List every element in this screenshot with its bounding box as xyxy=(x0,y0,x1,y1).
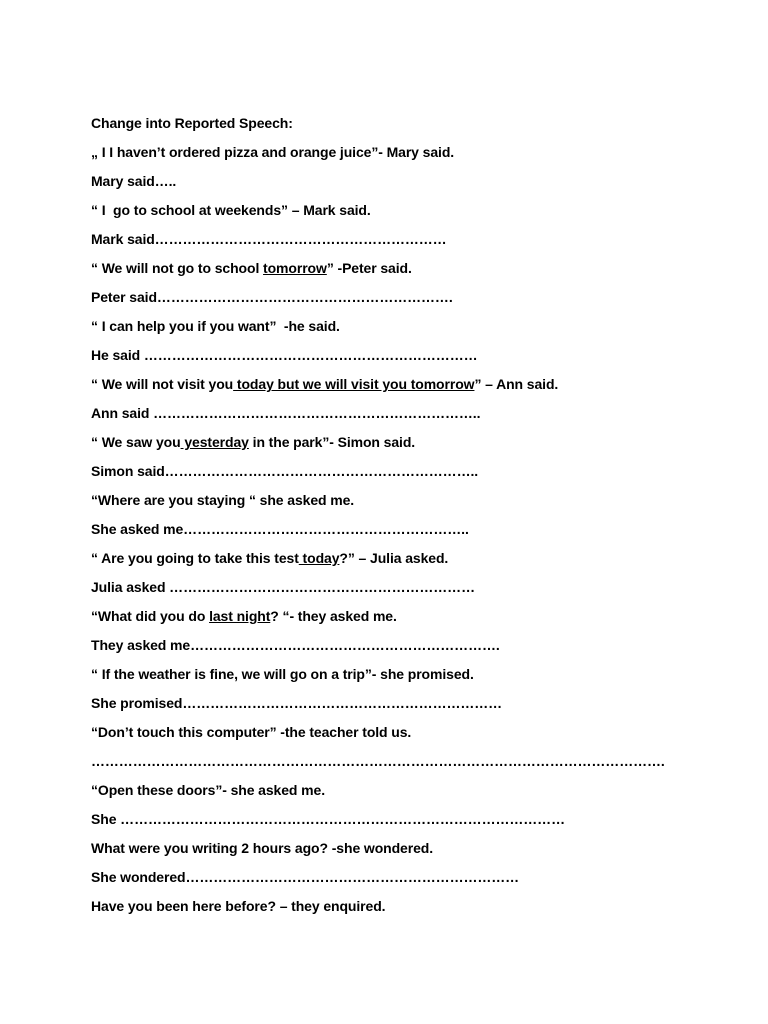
line-text: Mary said….. xyxy=(91,173,177,189)
exercise-line xyxy=(91,316,731,345)
line-text: Mark said……………………………………………………… xyxy=(91,231,447,247)
line-text: ” – Ann said. xyxy=(474,376,559,392)
exercise-line xyxy=(91,258,731,287)
line-text: ……………………………………………………………………………………………………………. xyxy=(91,753,665,769)
line-text: They asked me…………………………………………………………. xyxy=(91,637,500,653)
line-text: Have you been here before? – they enquired. xyxy=(91,898,386,914)
line-text: She …………………………………………………………………………………… xyxy=(91,811,565,827)
exercise-line xyxy=(91,200,731,229)
exercise-line xyxy=(91,577,731,606)
line-text: in the park”- Simon said. xyxy=(248,434,416,450)
exercise-line xyxy=(91,809,731,838)
line-text: “Don’t touch this computer” -the teacher told us. xyxy=(91,724,412,740)
line-text: What were you writing 2 hours ago? -she wondered. xyxy=(91,840,434,856)
document-page xyxy=(91,113,731,925)
exercise-line xyxy=(91,374,731,403)
line-text: ” -Peter said. xyxy=(326,260,412,276)
line-text: “Open these doors”- she asked me. xyxy=(91,782,325,798)
exercise-line xyxy=(91,751,731,780)
underlined-text: tomorrow xyxy=(263,260,327,276)
exercise-line xyxy=(91,229,731,258)
exercise-line xyxy=(91,403,731,432)
exercise-line xyxy=(91,606,731,635)
exercise-line xyxy=(91,635,731,664)
exercise-line xyxy=(91,548,731,577)
line-text: “ If the weather is fine, we will go on a trip”- she promised. xyxy=(91,666,474,682)
exercise-line xyxy=(91,722,731,751)
line-text: She asked me…………………………………………………….. xyxy=(91,521,469,537)
line-text: Ann said …………………………………………………………….. xyxy=(91,405,481,421)
line-text: “ Are you going to take this test xyxy=(91,550,299,566)
exercise-line xyxy=(91,896,731,925)
document-heading: Change into Reported Speech: xyxy=(91,115,293,131)
line-text: Peter said………………………………………………………. xyxy=(91,289,453,305)
line-text: She wondered……………………………………………………………… xyxy=(91,869,520,885)
line-text: He said ……………………………………………………………… xyxy=(91,347,478,363)
line-text: “What did you do xyxy=(91,608,210,624)
exercise-line xyxy=(91,693,731,722)
exercise-line xyxy=(91,345,731,374)
exercise-line xyxy=(91,867,731,896)
line-text: She promised…………………………………………………………… xyxy=(91,695,503,711)
exercise-line xyxy=(91,838,731,867)
exercise-line xyxy=(91,519,731,548)
exercise-line xyxy=(91,432,731,461)
underlined-text: last night xyxy=(209,608,271,624)
line-text: “ I go to school at weekends” – Mark said. xyxy=(91,202,371,218)
line-text: “ We will not go to school xyxy=(91,260,264,276)
line-text: ? “- they asked me. xyxy=(270,608,397,624)
line-text: “ We will not visit you xyxy=(91,376,234,392)
line-text: Julia asked ………………………………………………………… xyxy=(91,579,475,595)
line-text: “ We saw you xyxy=(91,434,181,450)
line-text: “Where are you staying “ she asked me. xyxy=(91,492,355,508)
underlined-text: today but we will visit you tomorrow xyxy=(233,376,475,392)
underlined-text: yesterday xyxy=(180,434,249,450)
exercise-line xyxy=(91,780,731,809)
exercise-lines xyxy=(91,142,731,925)
exercise-line xyxy=(91,664,731,693)
line-text: ?” – Julia asked. xyxy=(339,550,449,566)
line-text: „ I I haven’t ordered pizza and orange juice”- Mary said. xyxy=(91,144,455,160)
exercise-line xyxy=(91,461,731,490)
underlined-text: today xyxy=(298,550,340,566)
exercise-line xyxy=(91,490,731,519)
exercise-line xyxy=(91,287,731,316)
exercise-line xyxy=(91,142,731,171)
line-text: “ I can help you if you want” -he said. xyxy=(91,318,340,334)
exercise-line xyxy=(91,171,731,200)
line-text: Simon said………………………………………………………….. xyxy=(91,463,479,479)
